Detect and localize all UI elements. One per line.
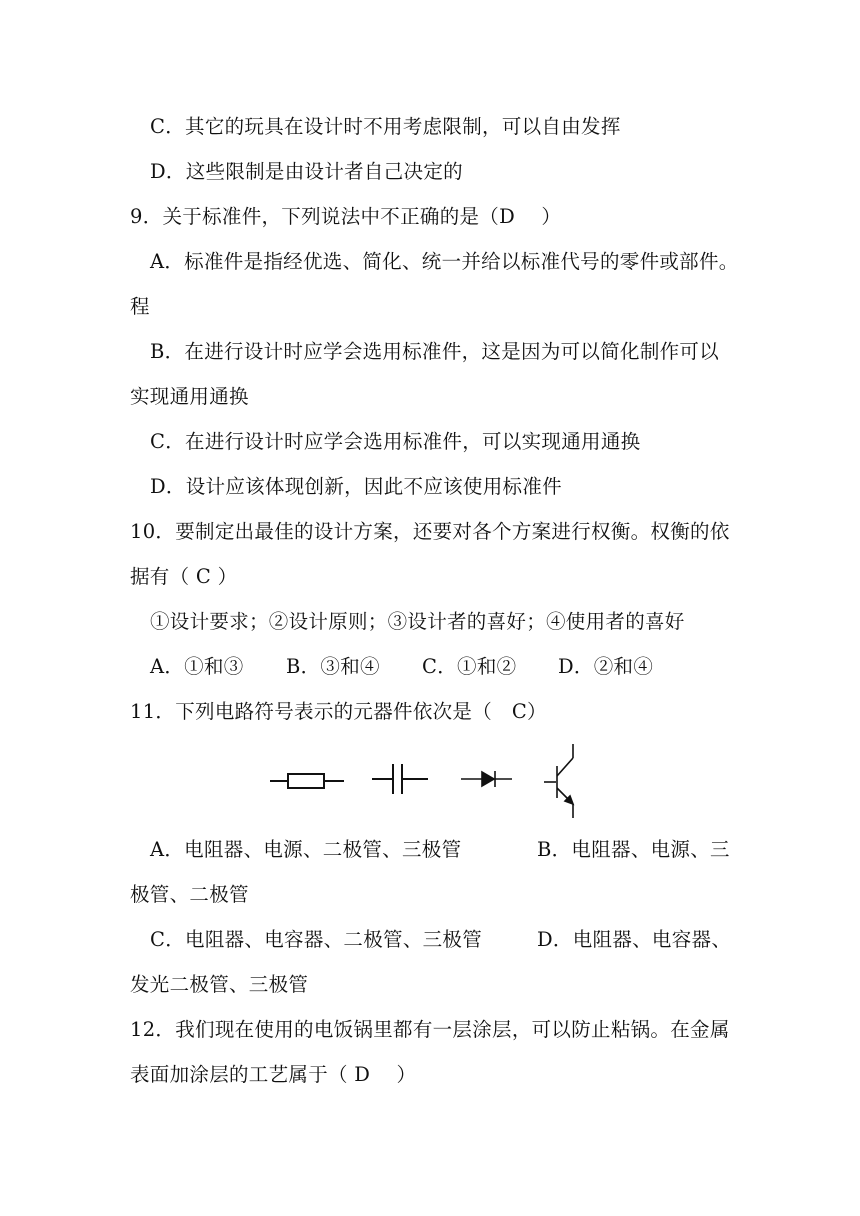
- q11-option-d-cont: 发光二极管、三极管: [130, 973, 309, 996]
- q10-option-d: D．②和④: [558, 655, 654, 678]
- q10-option-c: C．①和②: [422, 655, 517, 678]
- q9-option-a-cont: 程: [130, 295, 150, 318]
- q9-option-b-cont: 实现通用通换: [130, 385, 249, 408]
- q11-option-a: A．电阻器、电源、二极管、三极管: [150, 838, 462, 861]
- q12-stem: 12．我们现在使用的电饭锅里都有一层涂层，可以防止粘锅。在金属: [130, 1018, 730, 1041]
- transistor-symbol: [544, 744, 573, 818]
- capacitor-symbol: [372, 764, 428, 794]
- q11-stem: 11．下列电路符号表示的元器件依次是（ C）: [130, 700, 547, 723]
- q11-option-d: D．电阻器、电容器、: [537, 928, 732, 951]
- q9-option-b: B．在进行设计时应学会选用标准件，这是因为可以简化制作可以: [150, 340, 720, 363]
- q11-option-c: C．电阻器、电容器、二极管、三极管: [150, 928, 483, 951]
- diode-symbol: [461, 771, 512, 787]
- resistor-symbol: [270, 774, 344, 788]
- q10-stem: 10．要制定出最佳的设计方案，还要对各个方案进行权衡。权衡的依: [130, 520, 730, 543]
- q9-option-d: D．设计应该体现创新，因此不应该使用标准件: [150, 475, 562, 498]
- q8-option-c: C．其它的玩具在设计时不用考虑限制，可以自由发挥: [150, 115, 621, 138]
- circuit-symbols: [262, 738, 607, 818]
- q10-options: [150, 654, 653, 680]
- q8-option-d: D．这些限制是由设计者自己决定的: [150, 160, 463, 183]
- q10-option-b: B．③和④: [286, 655, 380, 678]
- q10-option-a: A．①和③: [150, 655, 244, 678]
- q10-criteria: ①设计要求；②设计原则；③设计者的喜好；④使用者的喜好: [150, 610, 685, 633]
- q9-option-c: C．在进行设计时应学会选用标准件，可以实现通用通换: [150, 430, 641, 453]
- q9-option-a: A．标准件是指经优选、简化、统一并给以标准代号的零件或部件。: [150, 250, 739, 273]
- q10-stem-cont: 据有（ C ）: [130, 565, 238, 588]
- q9-stem: 9．关于标准件，下列说法中不正确的是（D ）: [130, 205, 562, 228]
- q11-option-b: B．电阻器、电源、三: [537, 838, 730, 861]
- q12-stem-cont: 表面加涂层的工艺属于（ D ）: [130, 1063, 417, 1086]
- q11-option-b-cont: 极管、二极管: [130, 883, 249, 906]
